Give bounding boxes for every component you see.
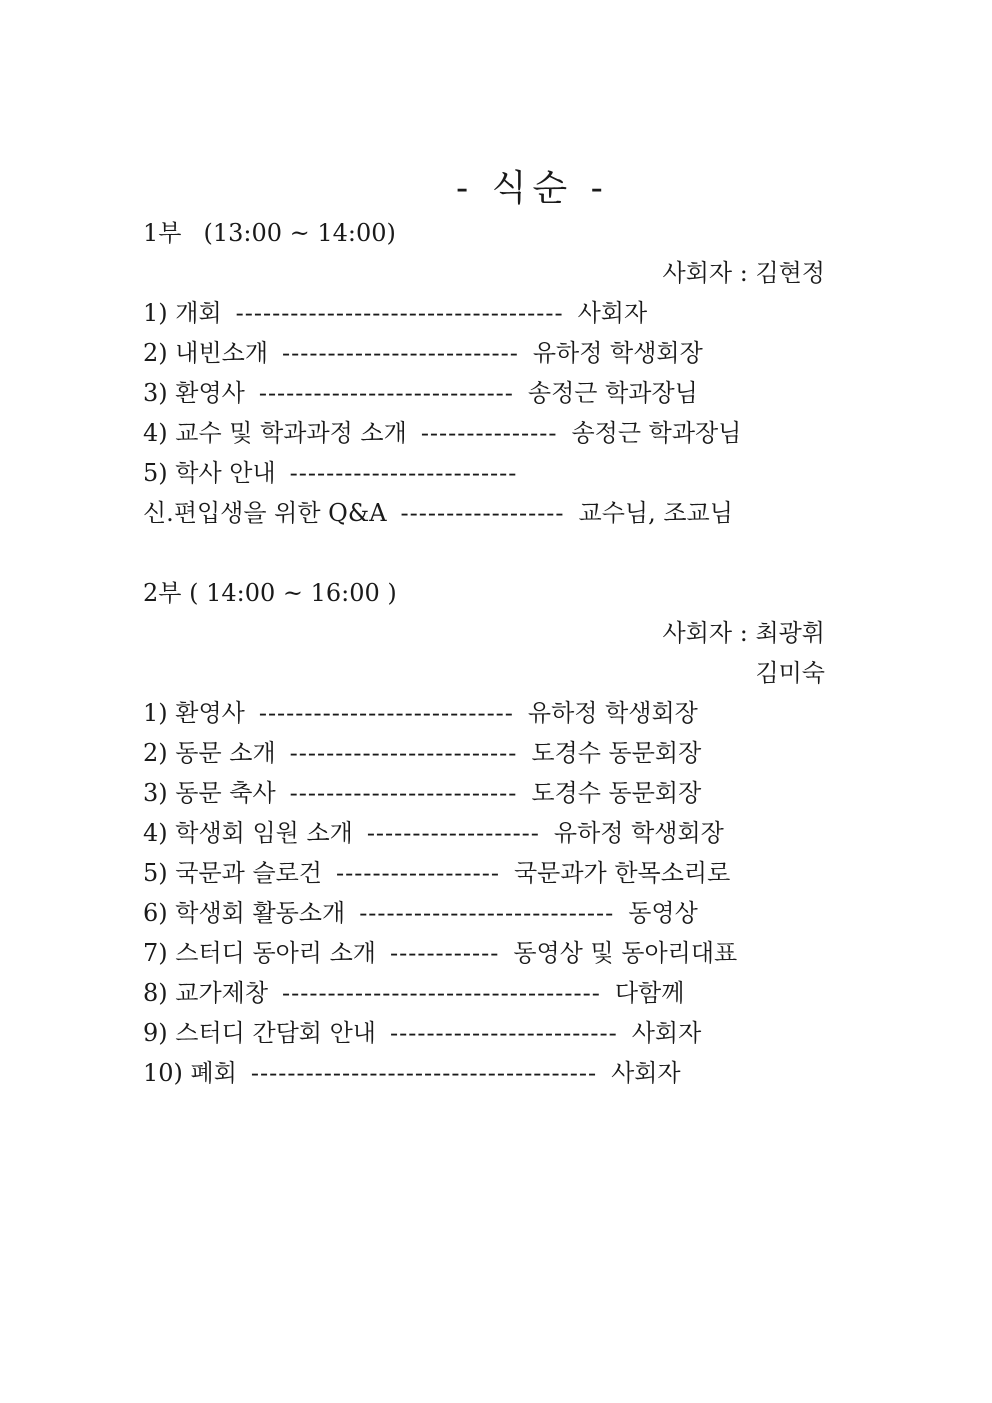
item-presenter: 동영상: [628, 899, 698, 927]
item-label: 7) 스터디 동아리 소개: [143, 939, 376, 967]
program-item: [143, 373, 833, 413]
item-label: 8) 교가제창: [143, 979, 268, 1007]
dash-leader: ------------------------------------: [235, 299, 564, 327]
part2-host: 사회자 : 최광휘: [662, 619, 825, 647]
item-label: 5) 국문과 슬로건: [143, 859, 322, 887]
dash-leader: -------------------------: [289, 739, 518, 767]
part1-section: [143, 213, 833, 533]
dash-leader: -----------------------------------: [282, 979, 601, 1007]
program-item: [143, 853, 833, 893]
part1-host: 사회자 : 김현정: [662, 259, 825, 287]
item-presenter: 교수님, 조교님: [578, 499, 733, 527]
item-label: 10) 폐회: [143, 1059, 237, 1087]
program-item: [143, 773, 833, 813]
dash-leader: --------------------------: [282, 339, 519, 367]
program-item: [143, 893, 833, 933]
part2-host-second: 김미숙: [755, 659, 825, 687]
dash-leader: ----------------------------: [359, 899, 615, 927]
program-item: [143, 933, 833, 973]
item-label: 1) 개회: [143, 299, 222, 327]
item-presenter: 도경수 동문회장: [531, 739, 702, 767]
item-label: 2) 동문 소개: [143, 739, 276, 767]
dash-leader: -------------------------: [289, 779, 518, 807]
program-item: [143, 1013, 833, 1053]
item-label: 9) 스터디 간담회 안내: [143, 1019, 376, 1047]
item-label: 신.편입생을 위한 Q&A: [143, 499, 387, 527]
dash-leader: ------------------: [400, 499, 565, 527]
item-presenter: 동영상 및 동아리대표: [513, 939, 738, 967]
dash-leader: ------------: [390, 939, 500, 967]
program-item: [143, 413, 833, 453]
item-presenter: 도경수 동문회장: [531, 779, 702, 807]
program-item: [143, 693, 833, 733]
dash-leader: -------------------------: [390, 1019, 618, 1047]
dash-leader: ----------------------------: [258, 699, 514, 727]
item-label: 3) 동문 축사: [143, 779, 276, 807]
part2-header: 2부 ( 14:00 ~ 16:00 ): [143, 579, 397, 607]
item-presenter: 국문과가 한목소리로: [513, 859, 731, 887]
item-presenter: 유하정 학생회장: [527, 699, 698, 727]
item-label: 6) 학생회 활동소개: [143, 899, 346, 927]
item-label: 2) 내빈소개: [143, 339, 268, 367]
item-presenter: 사회자: [631, 1019, 702, 1047]
dash-leader: -------------------: [366, 819, 540, 847]
part2-section: [143, 573, 833, 1093]
item-label: 3) 환영사: [143, 379, 245, 407]
program-item: [143, 493, 833, 533]
item-presenter: 송정근 학과장님: [571, 419, 742, 447]
item-presenter: 사회자: [577, 299, 648, 327]
item-label: 4) 교수 및 학과과정 소개: [143, 419, 407, 447]
program-item: [143, 1053, 833, 1093]
dash-leader: ---------------: [420, 419, 558, 447]
program-item: [143, 813, 833, 853]
program-item: [143, 453, 833, 493]
item-presenter: 유하정 학생회장: [532, 339, 703, 367]
program-item: [143, 733, 833, 773]
page-title: - 식순 -: [456, 168, 609, 209]
item-label: 5) 학사 안내: [143, 459, 276, 487]
dash-leader: ------------------: [336, 859, 500, 887]
item-label: 1) 환영사: [143, 699, 245, 727]
dash-leader: -------------------------: [289, 459, 518, 487]
part1-header: [143, 213, 833, 253]
item-presenter: 송정근 학과장님: [527, 379, 698, 407]
part1-time: (13:00 ~ 14:00): [203, 219, 396, 247]
program-item: [143, 973, 833, 1013]
program-item: [143, 333, 833, 373]
dash-leader: --------------------------------------: [250, 1059, 598, 1087]
item-label: 4) 학생회 임원 소개: [143, 819, 353, 847]
program-item: [143, 293, 833, 333]
item-presenter: 유하정 학생회장: [553, 819, 724, 847]
part1-label: 1부: [143, 219, 182, 247]
dash-leader: ----------------------------: [258, 379, 514, 407]
item-presenter: 다함께: [614, 979, 685, 1007]
item-presenter: 사회자: [611, 1059, 681, 1087]
